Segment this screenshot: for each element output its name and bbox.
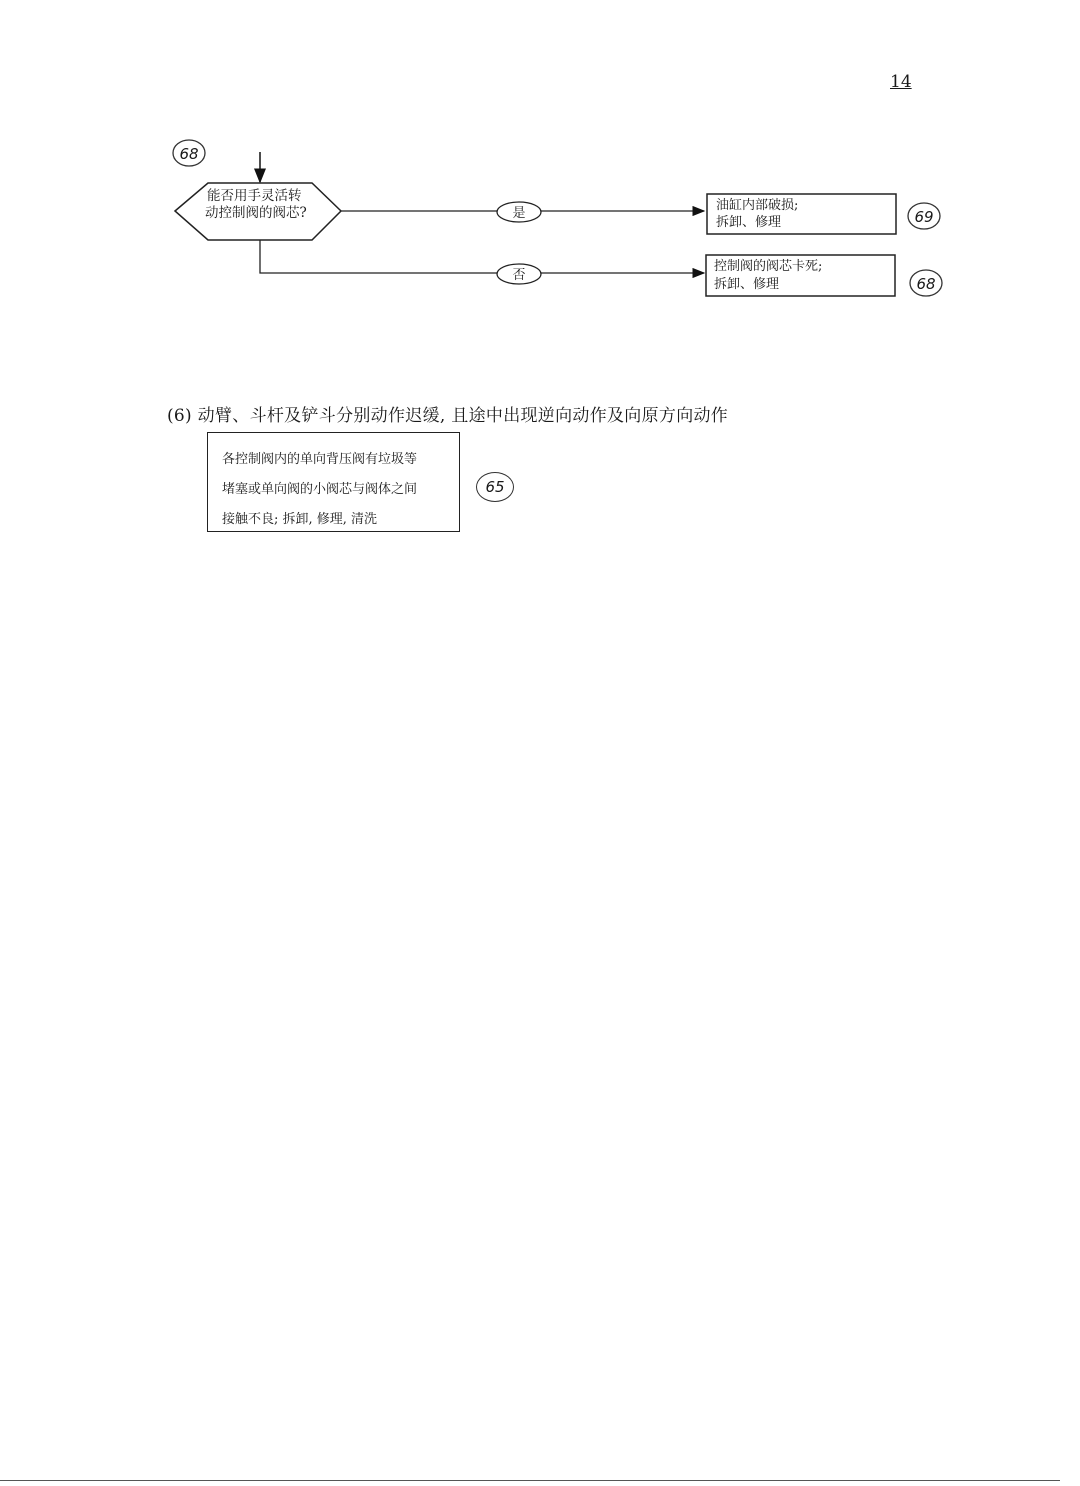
section-6-heading: (6) 动臂、斗杆及铲斗分别动作迟缓, 且途中出现逆向动作及向原方向动作 bbox=[167, 406, 729, 426]
section-6-ref-circle: 65 bbox=[476, 472, 514, 502]
troubleshooting-flowchart bbox=[0, 0, 1080, 340]
start-ref-number: 68 bbox=[179, 145, 199, 163]
no-result-line-1: 控制阀的阀芯卡死; bbox=[714, 259, 823, 274]
no-ref-number: 68 bbox=[916, 275, 936, 293]
yes-ref-number: 69 bbox=[914, 208, 934, 226]
decision-question-line-2: 动控制阀的阀芯? bbox=[205, 205, 307, 221]
decision-question-line-1: 能否用手灵活转 bbox=[207, 188, 302, 204]
page-number: 14 bbox=[890, 72, 912, 92]
bottom-scan-edge bbox=[0, 1480, 1060, 1481]
yes-label: 是 bbox=[512, 206, 526, 221]
cause-line-3: 接触不良; 拆卸, 修理, 清洗 bbox=[222, 512, 378, 527]
cause-line-1: 各控制阀内的单向背压阀有垃圾等 bbox=[222, 452, 418, 467]
no-result-line-2: 拆卸、修理 bbox=[714, 277, 780, 292]
no-label: 否 bbox=[512, 268, 526, 283]
cause-line-2: 堵塞或单向阀的小阀芯与阀体之间 bbox=[222, 482, 418, 497]
section-6-cause-box bbox=[207, 432, 460, 532]
no-connector bbox=[260, 240, 704, 273]
yes-result-line-1: 油缸内部破损; bbox=[716, 198, 799, 213]
yes-result-line-2: 拆卸、修理 bbox=[716, 215, 782, 230]
